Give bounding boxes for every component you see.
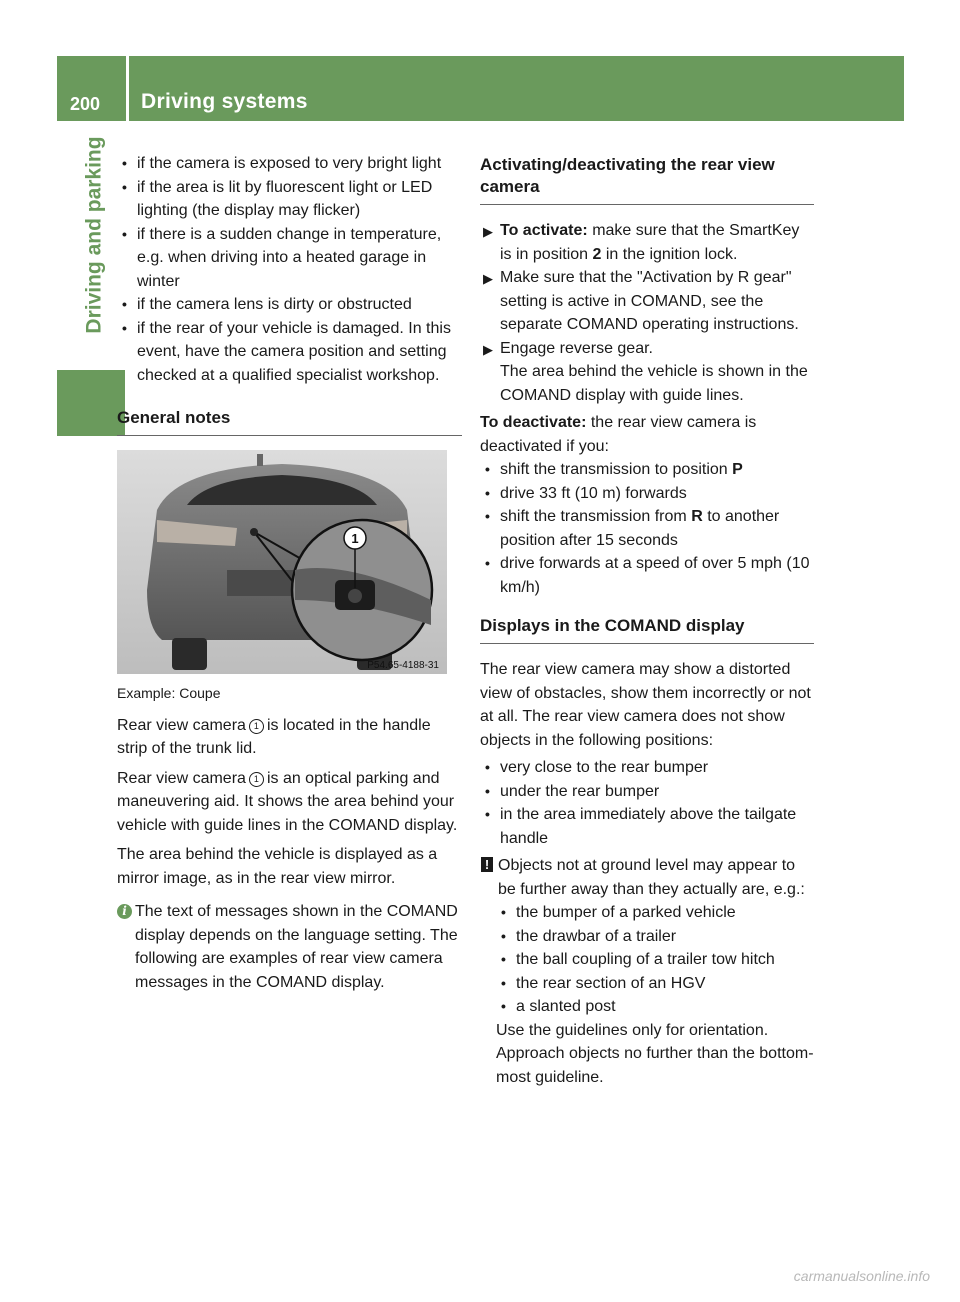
example-item: • the drawbar of a trailer <box>501 927 677 945</box>
callout-ref: 1 <box>249 719 264 734</box>
warning-icon: ! <box>481 857 493 872</box>
info-icon: i <box>117 904 132 919</box>
displays-heading: Displays in the COMAND display <box>480 615 814 644</box>
left-column <box>117 152 462 994</box>
figure-callout: 1 <box>351 531 359 546</box>
example-item: • a slanted post <box>501 998 616 1015</box>
deactivate-item: • shift the transmission to position P <box>485 461 743 478</box>
arrow-icon: ▶ <box>483 271 493 286</box>
condition-item: • if there is a sudden change in temperature, e.g. when driving into a heated garage in winter <box>122 225 442 290</box>
example-item: • the rear section of an HGV <box>501 974 706 992</box>
rear-camera-figure <box>117 450 447 674</box>
condition-item: • if the camera lens is dirty or obstructed <box>122 296 412 313</box>
side-tab-label: Driving and parking <box>83 136 107 334</box>
condition-item: • if the rear of your vehicle is damaged. In this event, have the camera position and setting checked at a qualified specialist workshop. <box>122 319 451 384</box>
deactivate-item: • drive 33 ft (10 m) forwards <box>485 484 687 502</box>
closing-text: Use the guidelines only for orientation. <box>496 1021 769 1039</box>
instruction-step: ▶ Engage reverse gear. The area behind the vehicle is shown in the COMAND display with guide lines. <box>483 339 808 404</box>
car-rear-illustration <box>117 450 447 674</box>
instruction-step: ▶ Make sure that the "Activation by R gear" setting is active in COMAND, see the separate COMAND operating instructions. <box>483 269 799 333</box>
figure-code: P54.65-4188-31 <box>367 660 439 671</box>
header-divider <box>126 56 129 121</box>
page-number: 200 <box>70 94 101 114</box>
paragraph: The area behind the vehicle is displayed as a mirror image, as in the rear view mirror. <box>117 846 438 887</box>
watermark: carmanualsonline.info <box>793 1268 930 1284</box>
figure-caption: Example: Coupe <box>117 685 221 701</box>
general-notes-heading: General notes <box>117 407 462 436</box>
condition-item: • if the camera is exposed to very bright light <box>122 155 442 172</box>
warning-note: ! Objects not at ground level may appear to be further away than they actually are, e.g.: <box>480 854 814 901</box>
position-item: • very close to the rear bumper <box>485 759 709 776</box>
activate-heading: Activating/deactivating the rear view camera <box>480 154 814 205</box>
instruction-step: ▶ To activate: make sure that the SmartKey is in position 2 in the ignition lock. <box>483 222 800 263</box>
deactivate-paragraph: To deactivate: the rear view camera is deactivated if you: <box>480 414 757 455</box>
displays-intro: The rear view camera may show a distorted view of obstacles, show them incorrectly or not at all. The rear view camera does not show objects in the following positions: <box>480 661 811 749</box>
deactivate-item: • drive forwards at a speed of over 5 mph (10 km/h) <box>485 555 810 596</box>
position-item: • in the area immediately above the tailgate handle <box>485 806 797 847</box>
side-block <box>57 370 125 436</box>
example-item: • the ball coupling of a trailer tow hitch <box>501 951 775 968</box>
position-item: • under the rear bumper <box>485 782 660 800</box>
side-tab <box>83 130 107 340</box>
paragraph: Rear view camera 1 is located in the handle strip of the trunk lid. <box>117 716 431 757</box>
arrow-icon: ▶ <box>483 341 493 357</box>
callout-ref: 1 <box>249 772 264 787</box>
info-note: i The text of messages shown in the COMAND display depends on the language setting. The following are examples of rear view camera messages in the COMAND display. <box>117 900 462 994</box>
paragraph: Rear view camera 1 is an optical parking and maneuvering aid. It shows the area behind your vehicle with guide lines in the COMAND display. <box>117 769 458 834</box>
arrow-icon: ▶ <box>483 224 493 239</box>
right-column <box>480 154 814 1089</box>
condition-item: • if the area is lit by fluorescent light or LED lighting (the display may flicker) <box>122 178 433 219</box>
example-item: • the bumper of a parked vehicle <box>501 904 736 921</box>
section-title: Driving systems <box>141 90 308 113</box>
deactivate-item: • shift the transmission from R to another position after 15 seconds <box>485 508 780 549</box>
closing-text: Approach objects no further than the bottom-most guideline. <box>496 1045 814 1086</box>
